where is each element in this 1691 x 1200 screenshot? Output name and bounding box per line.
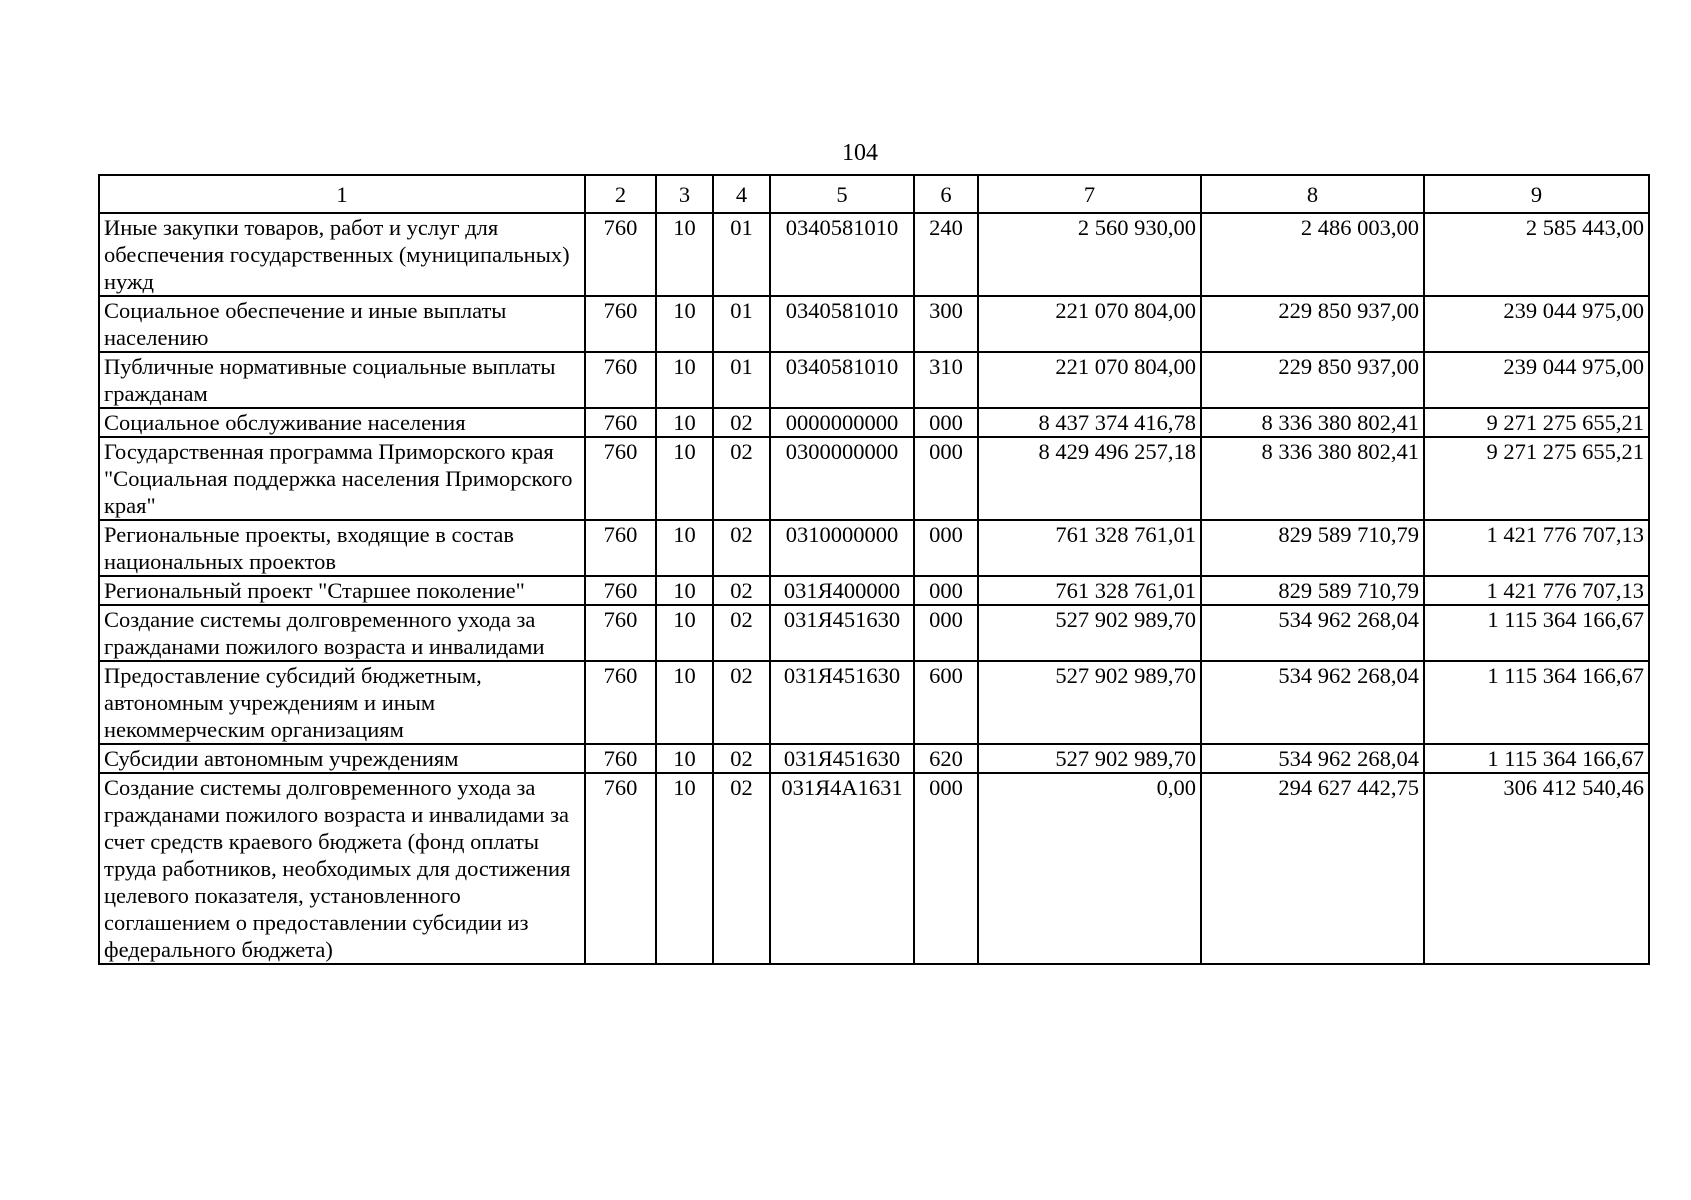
amount-col8-cell: 534 962 268,04 xyxy=(1201,661,1424,744)
amount-col7-cell: 761 328 761,01 xyxy=(978,520,1201,576)
table-row xyxy=(99,744,1649,773)
table-row xyxy=(99,213,1649,296)
budget-table xyxy=(98,174,1650,965)
section-cell: 10 xyxy=(656,296,713,352)
amount-col8-cell: 2 486 003,00 xyxy=(1201,213,1424,296)
ministry-code-cell: 760 xyxy=(585,213,656,296)
amount-col7-cell: 2 560 930,00 xyxy=(978,213,1201,296)
table-row xyxy=(99,661,1649,744)
expense-type-cell: 000 xyxy=(914,520,978,576)
header-row xyxy=(99,175,1649,213)
amount-col9-cell: 239 044 975,00 xyxy=(1424,352,1649,408)
section-cell: 10 xyxy=(656,744,713,773)
target-article-cell: 031Я451630 xyxy=(770,744,914,773)
amount-col9-cell: 1 115 364 166,67 xyxy=(1424,744,1649,773)
table-row xyxy=(99,520,1649,576)
amount-col8-cell: 534 962 268,04 xyxy=(1201,744,1424,773)
table-row xyxy=(99,773,1649,964)
subsection-cell: 01 xyxy=(713,296,770,352)
column-header: 7 xyxy=(978,175,1201,213)
amount-col9-cell: 1 421 776 707,13 xyxy=(1424,576,1649,605)
amount-col8-cell: 229 850 937,00 xyxy=(1201,352,1424,408)
expense-type-cell: 000 xyxy=(914,773,978,964)
table-row xyxy=(99,437,1649,520)
subsection-cell: 02 xyxy=(713,744,770,773)
target-article-cell: 0000000000 xyxy=(770,408,914,437)
amount-col9-cell: 1 421 776 707,13 xyxy=(1424,520,1649,576)
amount-col7-cell: 221 070 804,00 xyxy=(978,296,1201,352)
subsection-cell: 01 xyxy=(713,352,770,408)
amount-col9-cell: 239 044 975,00 xyxy=(1424,296,1649,352)
target-article-cell: 0340581010 xyxy=(770,213,914,296)
amount-col9-cell: 1 115 364 166,67 xyxy=(1424,661,1649,744)
amount-col9-cell: 9 271 275 655,21 xyxy=(1424,437,1649,520)
section-cell: 10 xyxy=(656,520,713,576)
target-article-cell: 0340581010 xyxy=(770,296,914,352)
amount-col8-cell: 8 336 380 802,41 xyxy=(1201,437,1424,520)
subsection-cell: 01 xyxy=(713,213,770,296)
expense-type-cell: 000 xyxy=(914,408,978,437)
amount-col8-cell: 229 850 937,00 xyxy=(1201,296,1424,352)
amount-col7-cell: 8 437 374 416,78 xyxy=(978,408,1201,437)
table-row xyxy=(99,408,1649,437)
target-article-cell: 031Я451630 xyxy=(770,605,914,661)
ministry-code-cell: 760 xyxy=(585,408,656,437)
column-header: 4 xyxy=(713,175,770,213)
amount-col9-cell: 1 115 364 166,67 xyxy=(1424,605,1649,661)
column-header: 9 xyxy=(1424,175,1649,213)
table-row xyxy=(99,576,1649,605)
subsection-cell: 02 xyxy=(713,661,770,744)
amount-col8-cell: 8 336 380 802,41 xyxy=(1201,408,1424,437)
section-cell: 10 xyxy=(656,408,713,437)
section-cell: 10 xyxy=(656,437,713,520)
subsection-cell: 02 xyxy=(713,576,770,605)
subsection-cell: 02 xyxy=(713,605,770,661)
expense-type-cell: 000 xyxy=(914,605,978,661)
expense-type-cell: 310 xyxy=(914,352,978,408)
row-name-cell: Публичные нормативные социальные выплаты гражданам xyxy=(99,352,585,408)
target-article-cell: 0310000000 xyxy=(770,520,914,576)
subsection-cell: 02 xyxy=(713,408,770,437)
subsection-cell: 02 xyxy=(713,520,770,576)
column-header: 8 xyxy=(1201,175,1424,213)
ministry-code-cell: 760 xyxy=(585,352,656,408)
target-article-cell: 031Я400000 xyxy=(770,576,914,605)
subsection-cell: 02 xyxy=(713,437,770,520)
row-name-cell: Предоставление субсидий бюджетным, автономным учреждениям и иным некоммерческим организациям xyxy=(99,661,585,744)
expense-type-cell: 000 xyxy=(914,576,978,605)
section-cell: 10 xyxy=(656,576,713,605)
expense-type-cell: 000 xyxy=(914,437,978,520)
section-cell: 10 xyxy=(656,352,713,408)
subsection-cell: 02 xyxy=(713,773,770,964)
expense-type-cell: 600 xyxy=(914,661,978,744)
column-header: 3 xyxy=(656,175,713,213)
row-name-cell: Региональный проект "Старшее поколение" xyxy=(99,576,585,605)
row-name-cell: Субсидии автономным учреждениям xyxy=(99,744,585,773)
target-article-cell: 0340581010 xyxy=(770,352,914,408)
amount-col7-cell: 0,00 xyxy=(978,773,1201,964)
amount-col9-cell: 306 412 540,46 xyxy=(1424,773,1649,964)
ministry-code-cell: 760 xyxy=(585,437,656,520)
page-number: 104 xyxy=(842,140,878,166)
expense-type-cell: 240 xyxy=(914,213,978,296)
table-row xyxy=(99,352,1649,408)
amount-col7-cell: 221 070 804,00 xyxy=(978,352,1201,408)
target-article-cell: 031Я451630 xyxy=(770,661,914,744)
row-name-cell: Социальное обслуживание населения xyxy=(99,408,585,437)
amount-col8-cell: 294 627 442,75 xyxy=(1201,773,1424,964)
ministry-code-cell: 760 xyxy=(585,661,656,744)
row-name-cell: Социальное обеспечение и иные выплаты населению xyxy=(99,296,585,352)
section-cell: 10 xyxy=(656,661,713,744)
ministry-code-cell: 760 xyxy=(585,744,656,773)
row-name-cell: Государственная программа Приморского края "Социальная поддержка населения Приморского края" xyxy=(99,437,585,520)
amount-col7-cell: 761 328 761,01 xyxy=(978,576,1201,605)
table-row xyxy=(99,296,1649,352)
section-cell: 10 xyxy=(656,773,713,964)
table-row xyxy=(99,605,1649,661)
column-header: 6 xyxy=(914,175,978,213)
target-article-cell: 0300000000 xyxy=(770,437,914,520)
target-article-cell: 031Я4А1631 xyxy=(770,773,914,964)
ministry-code-cell: 760 xyxy=(585,773,656,964)
amount-col8-cell: 829 589 710,79 xyxy=(1201,576,1424,605)
amount-col7-cell: 527 902 989,70 xyxy=(978,661,1201,744)
ministry-code-cell: 760 xyxy=(585,296,656,352)
section-cell: 10 xyxy=(656,605,713,661)
ministry-code-cell: 760 xyxy=(585,576,656,605)
column-header: 2 xyxy=(585,175,656,213)
row-name-cell: Создание системы долговременного ухода за гражданами пожилого возраста и инвалидами xyxy=(99,605,585,661)
amount-col9-cell: 2 585 443,00 xyxy=(1424,213,1649,296)
amount-col7-cell: 527 902 989,70 xyxy=(978,744,1201,773)
row-name-cell: Создание системы долговременного ухода за гражданами пожилого возраста и инвалидами за счет средств краевого бюджета (фонд оплаты труда работников, необходимых для достижения целевого показателя, установленного соглашением о предоставлении субсидии из федерального бюджета) xyxy=(99,773,585,964)
expense-type-cell: 620 xyxy=(914,744,978,773)
column-header: 1 xyxy=(99,175,585,213)
amount-col7-cell: 527 902 989,70 xyxy=(978,605,1201,661)
amount-col8-cell: 829 589 710,79 xyxy=(1201,520,1424,576)
expense-type-cell: 300 xyxy=(914,296,978,352)
row-name-cell: Иные закупки товаров, работ и услуг для обеспечения государственных (муниципальных) нужд xyxy=(99,213,585,296)
ministry-code-cell: 760 xyxy=(585,520,656,576)
amount-col8-cell: 534 962 268,04 xyxy=(1201,605,1424,661)
section-cell: 10 xyxy=(656,213,713,296)
amount-col9-cell: 9 271 275 655,21 xyxy=(1424,408,1649,437)
column-header: 5 xyxy=(770,175,914,213)
row-name-cell: Региональные проекты, входящие в состав национальных проектов xyxy=(99,520,585,576)
amount-col7-cell: 8 429 496 257,18 xyxy=(978,437,1201,520)
ministry-code-cell: 760 xyxy=(585,605,656,661)
